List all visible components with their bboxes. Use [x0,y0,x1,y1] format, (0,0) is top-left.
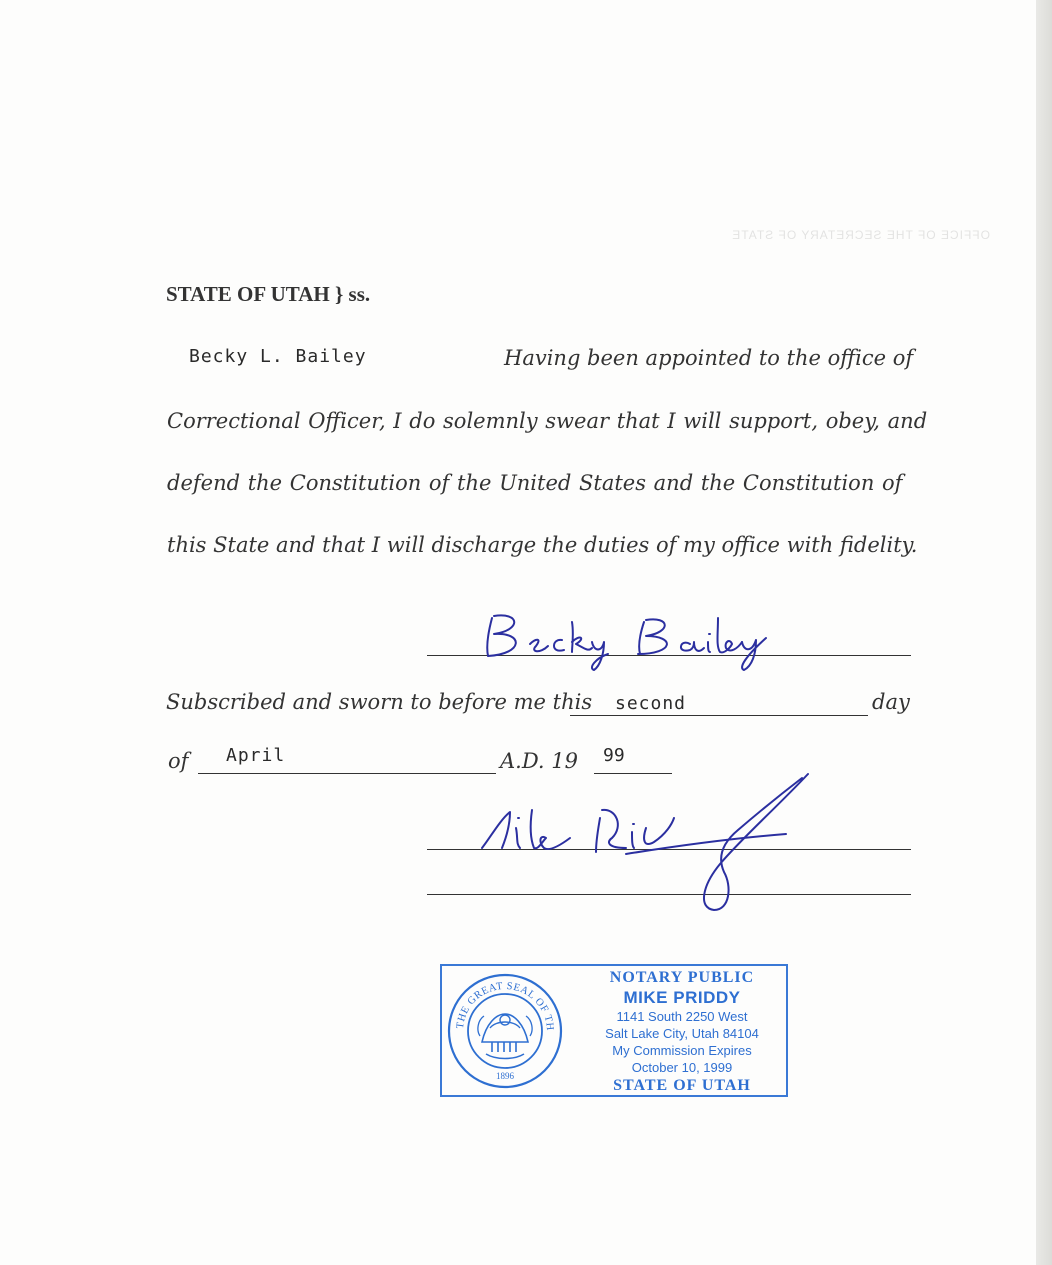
stamp-text-block [578,968,786,1096]
utah-state-seal [446,972,564,1094]
bleed-through-text: OFFICE OF THE SECRETARY OF STATE [731,228,990,242]
day-value: second [615,693,687,714]
stamp-state: STATE OF UTAH [613,1077,751,1094]
venue-heading: STATE OF UTAH } ss. [166,282,371,306]
day-suffix: day [872,690,910,714]
stamp-notary-name: MIKE PRIDDY [623,988,741,1007]
oath-line-3: defend the Constitution of the United States and the Constitution of [167,471,903,495]
stamp-commission-date: October 10, 1999 [631,1060,733,1075]
oath-line-4: this State and that I will discharge the duties of my office with fidelity. [167,533,918,557]
page-edge [1036,0,1052,1265]
stamp-commission-label: My Commission Expires [612,1043,752,1058]
day-line [570,715,868,716]
year-prefix: A.D. 19 [500,749,579,773]
stamp-address-1: 1141 South 2250 West [616,1009,748,1024]
oath-line-2: Correctional Officer, I do solemnly swear that I will support, obey, and [167,409,928,433]
stamp-title: NOTARY PUBLIC [609,969,755,986]
jurat-prefix: Subscribed and sworn to before me this [166,690,593,714]
month-value: April [226,745,286,766]
oath-line-1: Having been appointed to the office of [504,346,914,370]
seal-ring-text: THE GREAT SEAL OF TH [454,980,556,1032]
notary-stamp [440,964,788,1097]
seal-year: 1896 [496,1071,514,1081]
stamp-address-2: Salt Lake City, Utah 84104 [605,1026,759,1041]
year-value: 99 [603,745,625,766]
of-label: of [168,749,189,773]
month-line [198,773,496,774]
affiant-typed-name: Becky L. Bailey [189,346,367,367]
